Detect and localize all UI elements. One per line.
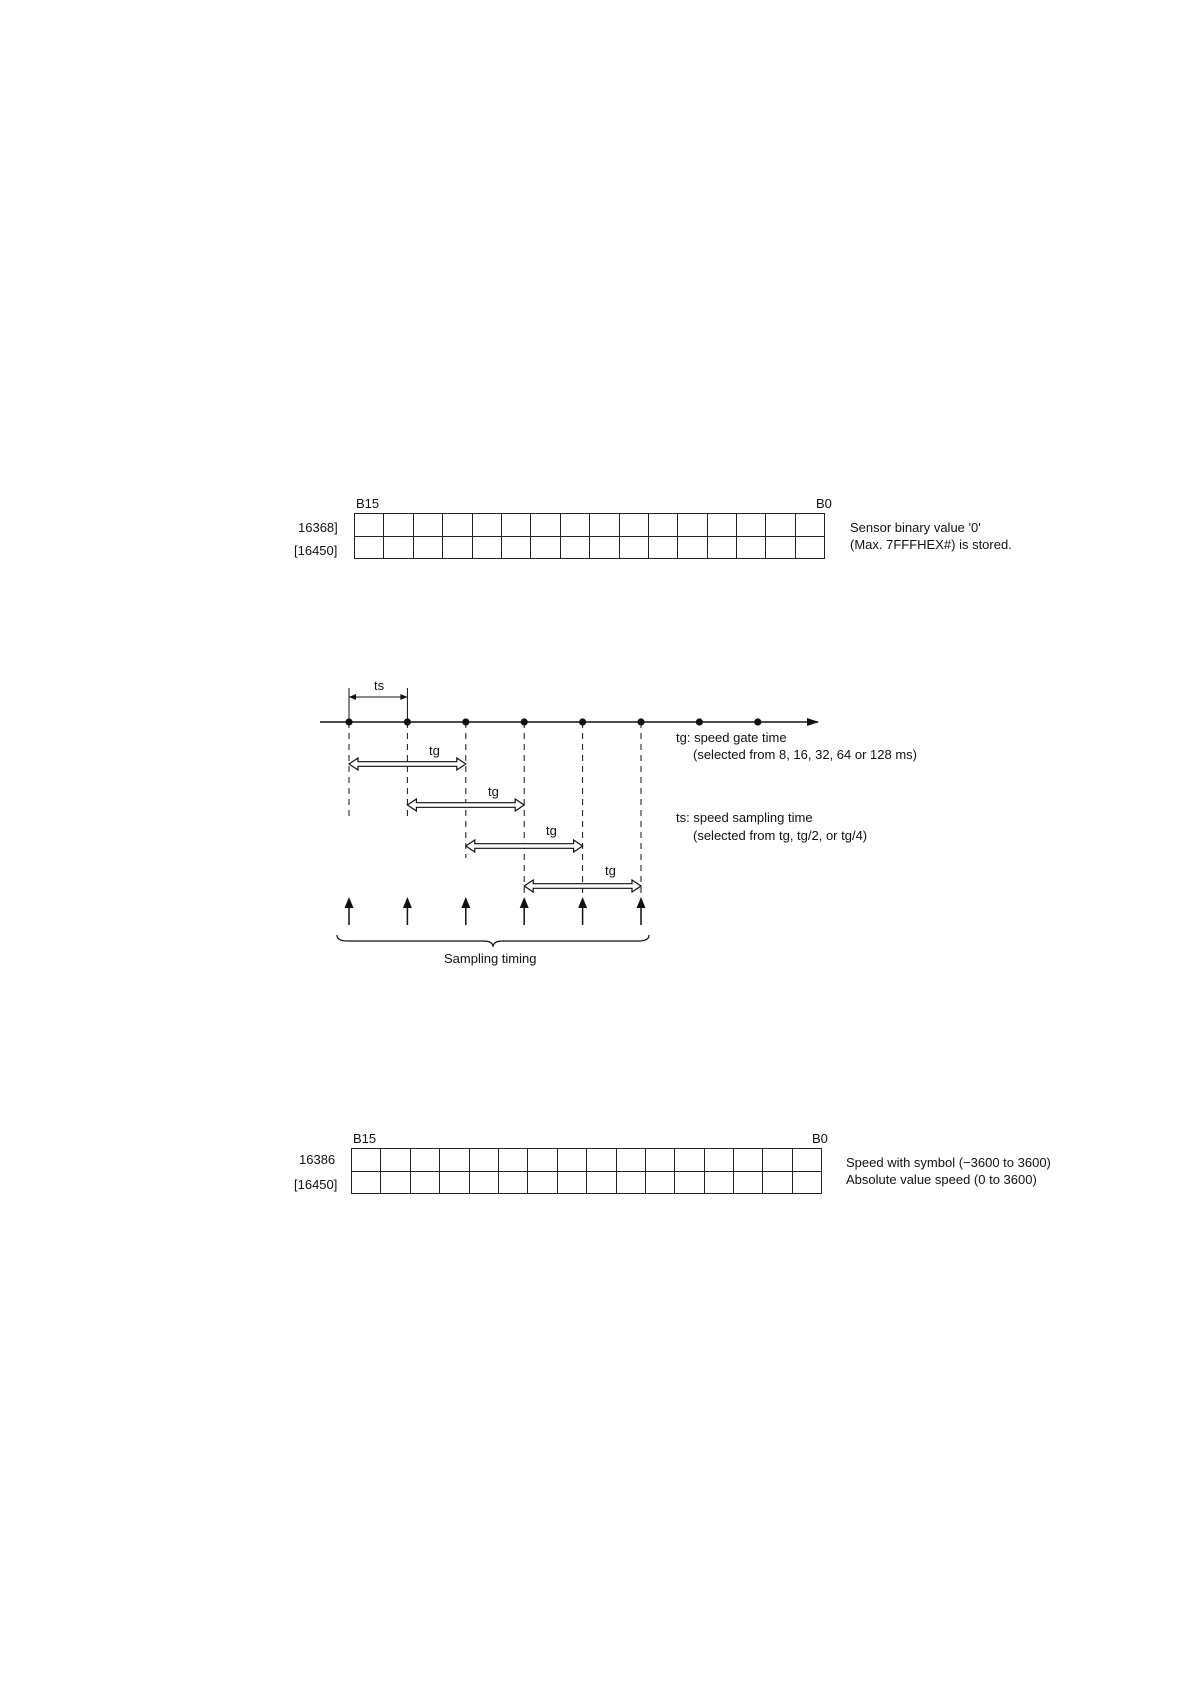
sampling-point — [696, 718, 703, 725]
ts-legend-line-1: ts: speed sampling time — [676, 810, 813, 825]
bit-cell-b15 — [352, 1149, 381, 1172]
ts-arrowhead-left — [349, 694, 356, 700]
register-2-row-label-1: 16386 — [299, 1152, 336, 1167]
bit-cell-b6 — [616, 1149, 645, 1172]
register-1-description-line-2: (Max. 7FFFHEX#) is stored. — [850, 537, 1012, 552]
register-1-row-label-1: 16368] — [298, 520, 338, 535]
bit-cell-b6 — [616, 1171, 645, 1194]
bit-cell-b1 — [763, 1171, 792, 1194]
bit-cell-b9 — [528, 1171, 557, 1194]
sampling-arrow-head — [345, 897, 354, 908]
sampling-point — [754, 718, 761, 725]
sampling-arrow-head — [637, 897, 646, 908]
register-2-description-line-2: Absolute value speed (0 to 3600) — [846, 1172, 1037, 1187]
bit-cell-b0 — [792, 1149, 821, 1172]
ts-legend-line-2: (selected from tg, tg/2, or tg/4) — [693, 828, 868, 843]
sampling-arrow-head — [520, 897, 529, 908]
bit-cell-b14 — [381, 1171, 410, 1194]
register-1-description-line-1: Sensor binary value '0' — [850, 520, 981, 535]
bit-cell-b4 — [675, 1149, 704, 1172]
tg-label-3: tg — [546, 823, 557, 838]
bit-cell-b8 — [557, 1149, 586, 1172]
register-1-row-label-2: [16450] — [294, 543, 338, 558]
tg-legend-line-1: tg: speed gate time — [676, 730, 787, 745]
tg-span-arrow — [466, 840, 583, 852]
bit-cell-b8 — [557, 1171, 586, 1194]
register-2-description-line-1: Speed with symbol (−3600 to 3600) — [846, 1155, 1051, 1170]
sampling-arrow-head — [403, 897, 412, 908]
bit-cell-b14 — [381, 1149, 410, 1172]
bit-cell-b3 — [704, 1149, 733, 1172]
sampling-arrow-head — [461, 897, 470, 908]
tg-label-2: tg — [488, 784, 499, 799]
register-row — [352, 1149, 822, 1172]
sampling-timing-label: Sampling timing — [444, 951, 537, 966]
bit-cell-b7 — [587, 1171, 616, 1194]
ts-arrowhead-right — [400, 694, 407, 700]
sampling-arrow-head — [578, 897, 587, 908]
bit-cell-b4 — [675, 1171, 704, 1194]
bit-cell-b1 — [763, 1149, 792, 1172]
bit-cell-b3 — [704, 1171, 733, 1194]
register-2-row-label-2: [16450] — [294, 1177, 338, 1192]
ts-label: ts — [374, 678, 385, 693]
bit-cell-b9 — [528, 1149, 557, 1172]
bit-cell-b10 — [498, 1149, 527, 1172]
bit-cell-b2 — [734, 1171, 763, 1194]
bit-cell-b13 — [410, 1171, 439, 1194]
bit-cell-b11 — [469, 1149, 498, 1172]
bit-cell-b15 — [352, 1171, 381, 1194]
bit-cell-b5 — [645, 1149, 674, 1172]
register-2-msb-label: B15 — [353, 1131, 377, 1146]
register-1-msb-label: B15 — [356, 496, 380, 511]
bit-cell-b10 — [498, 1171, 527, 1194]
sampling-brace — [337, 935, 649, 947]
bit-cell-b12 — [440, 1149, 469, 1172]
register-2-bit-grid — [351, 1148, 822, 1194]
bit-cell-b7 — [587, 1149, 616, 1172]
register-1-lsb-label: B0 — [816, 496, 832, 511]
bit-cell-b5 — [645, 1171, 674, 1194]
register-row — [352, 1171, 822, 1194]
bit-cell-b12 — [440, 1171, 469, 1194]
tg-label-4: tg — [605, 863, 616, 878]
bit-cell-b2 — [734, 1149, 763, 1172]
bit-cell-b11 — [469, 1171, 498, 1194]
register-2-lsb-label: B0 — [812, 1131, 828, 1146]
bit-cell-b13 — [410, 1149, 439, 1172]
bit-cell-b0 — [792, 1171, 821, 1194]
tg-label-1: tg — [429, 743, 440, 758]
tg-legend-line-2: (selected from 8, 16, 32, 64 or 128 ms) — [693, 747, 917, 762]
